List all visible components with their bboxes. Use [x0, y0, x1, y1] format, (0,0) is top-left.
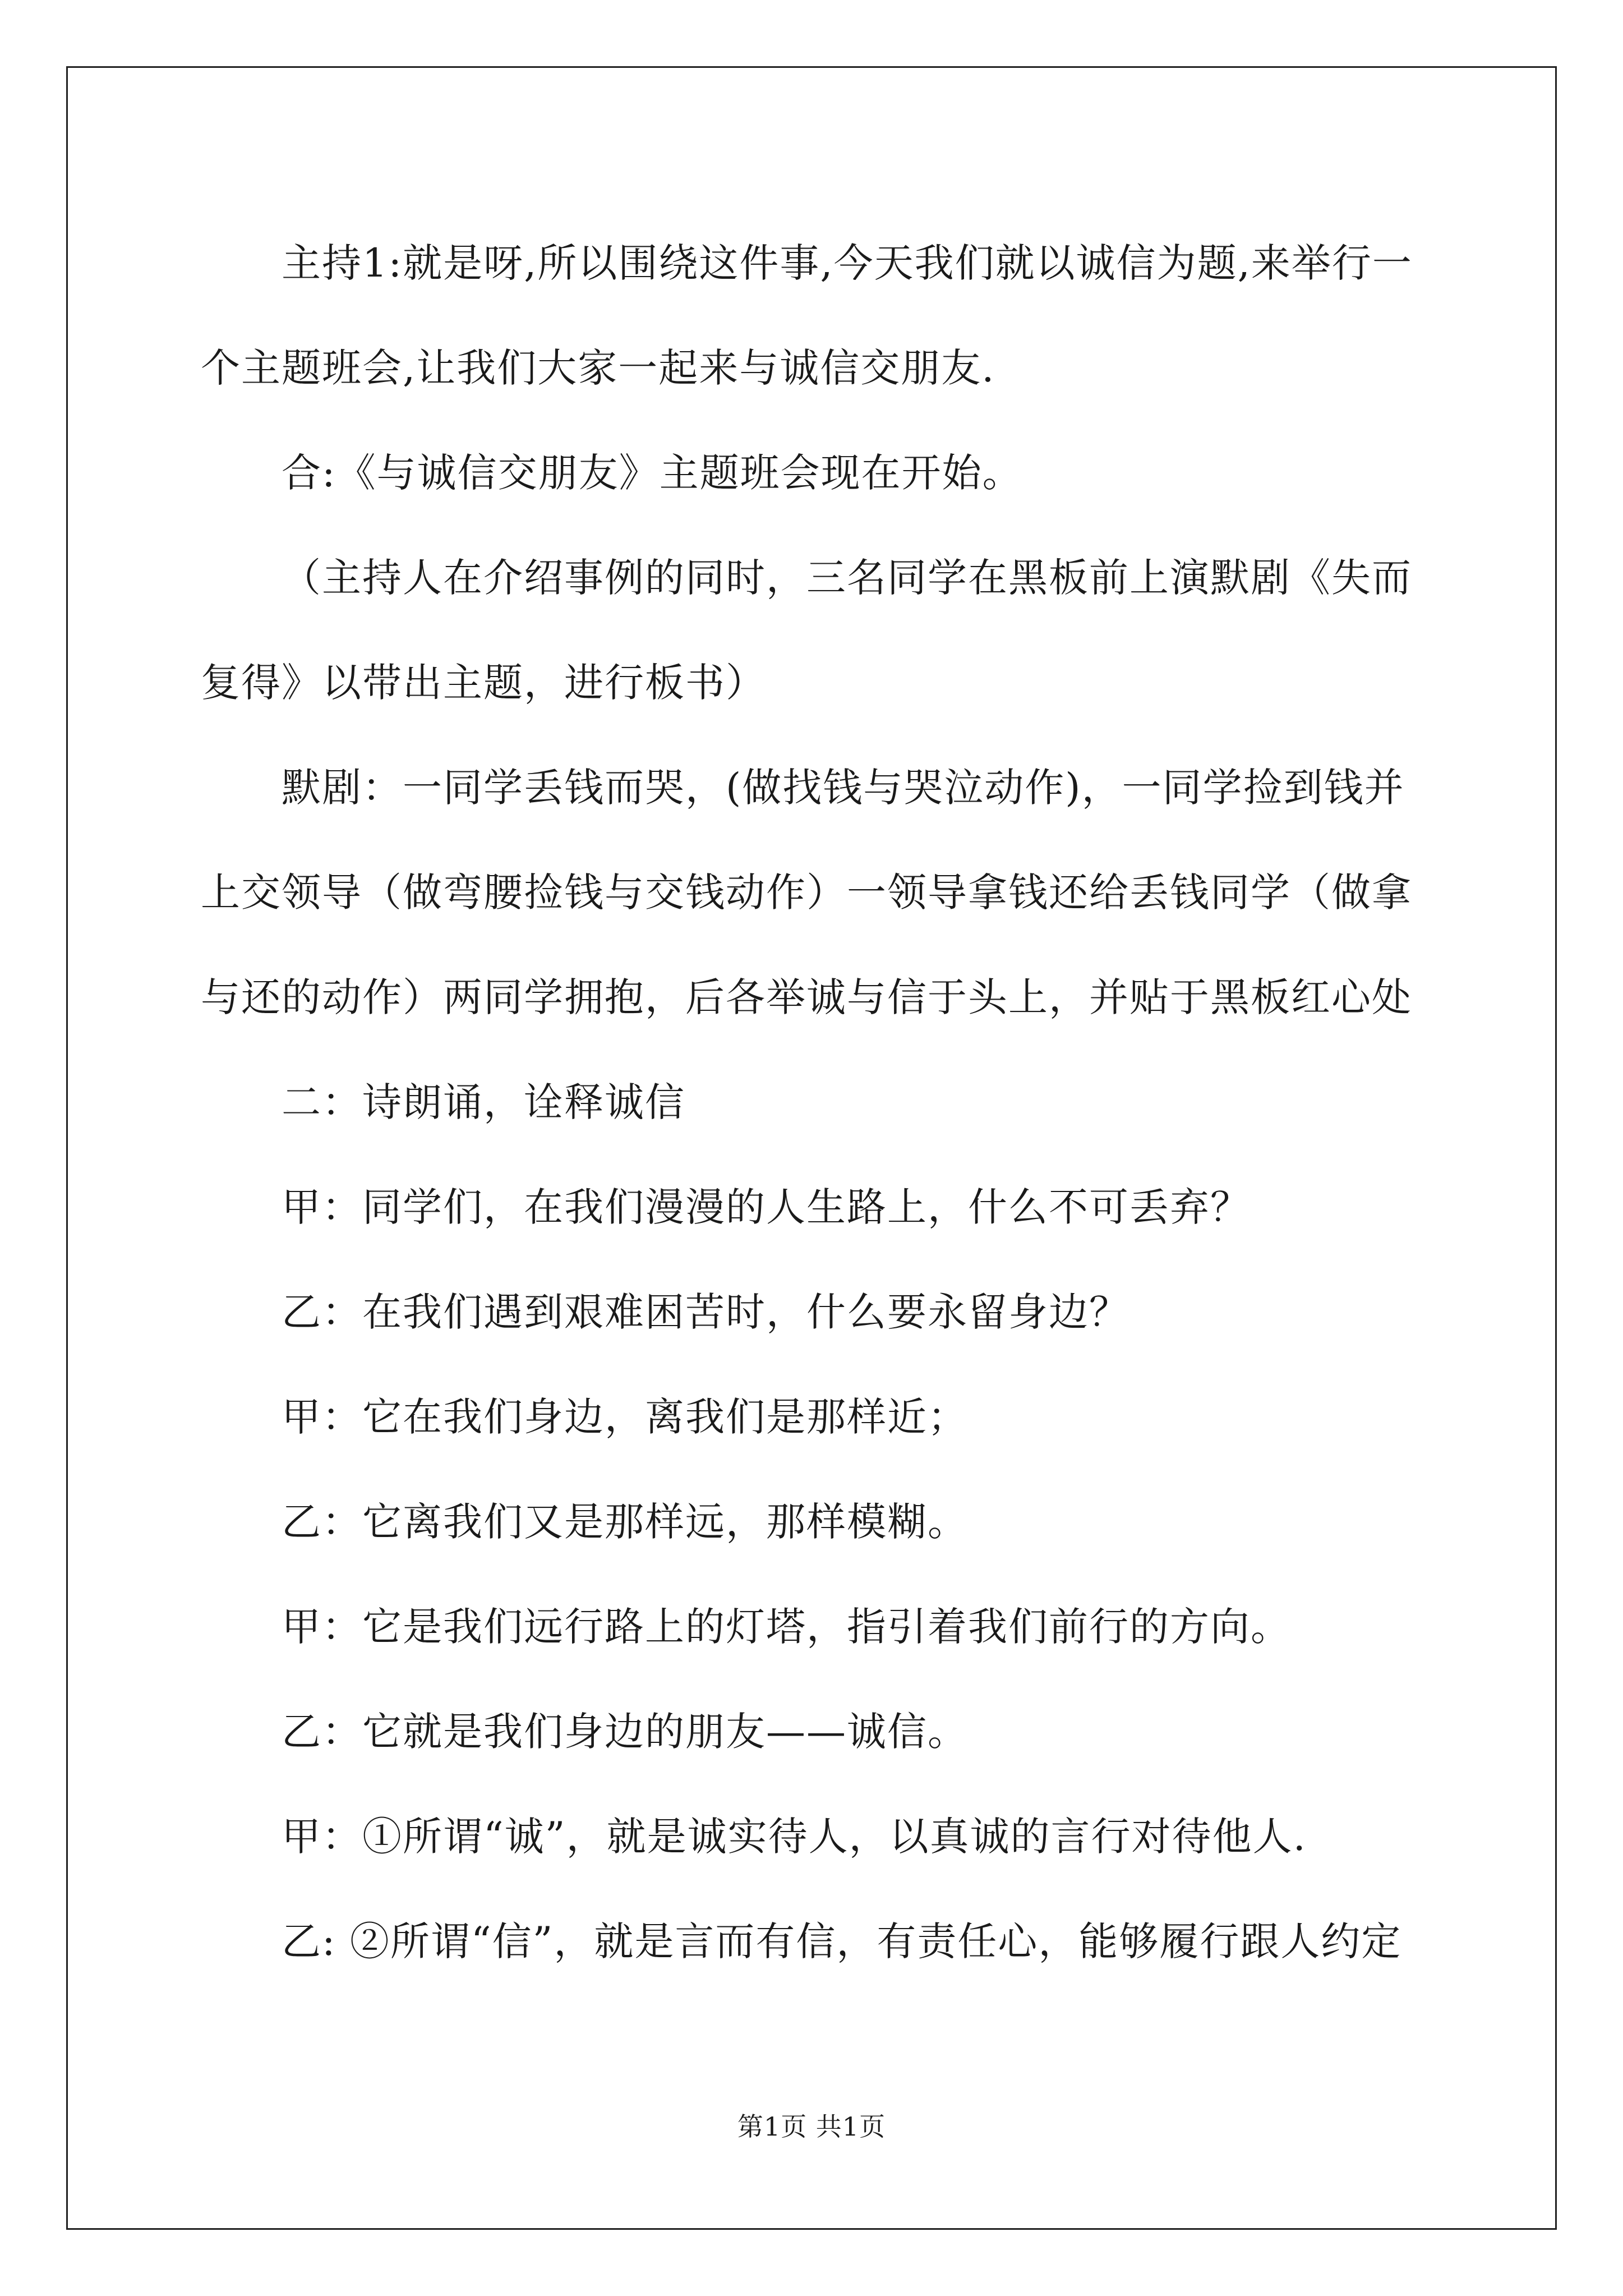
paragraph-line-8: 乙: ②所谓“信”，就是言而有信，有责任心，能够履行跟人约定: [282, 1918, 1402, 1964]
paragraph-line-1: 甲：同学们，在我们漫漫的人生路上，什么不可丢弃？: [282, 1184, 1251, 1230]
paragraph-stage-note: （主持人在介绍事例的同时，三名同学在黑板前上演默剧《失而复得》以带出主题，进行板书）: [201, 555, 1412, 706]
paragraph-section-two: 二：诗朗诵，诠释诚信: [282, 1079, 685, 1125]
paragraph-line-6: 乙：它就是我们身边的朋友——诚信。: [282, 1709, 968, 1755]
paragraph-line-4: 乙：它离我们又是那样远，那样模糊。: [282, 1499, 968, 1545]
paragraph-opening: 合:《与诚信交朋友》主题班会现在开始。: [282, 450, 1023, 496]
paragraph-mime: 默剧：一同学丢钱而哭，(做找钱与哭泣动作)，一同学捡到钱并上交领导（做弯腰捡钱与交钱动作）一领导拿钱还给丢钱同学（做拿与还的动作）两同学拥抱，后各举诚与信于头上，并贴于黑板红心处: [201, 765, 1412, 1020]
paragraph-line-5: 甲：它是我们远行路上的灯塔，指引着我们前行的方向。: [282, 1604, 1291, 1650]
paragraph-line-7: 甲：①所谓“诚”，就是诚实待人，以真诚的言行对待他人.: [282, 1814, 1307, 1860]
document-body: [201, 211, 1423, 1994]
paragraph-line-2: 乙：在我们遇到艰难困苦时，什么要永留身边？: [282, 1289, 1129, 1335]
paragraph-host-intro: 主持1:就是呀,所以围绕这件事,今天我们就以诚信为题,来举行一个主题班会,让我们大家一起来与诚信交朋友.: [201, 240, 1413, 391]
paragraph-line-3: 甲：它在我们身边，离我们是那样近；: [282, 1394, 968, 1440]
page-number: 第1页 共1页: [737, 2111, 886, 2142]
